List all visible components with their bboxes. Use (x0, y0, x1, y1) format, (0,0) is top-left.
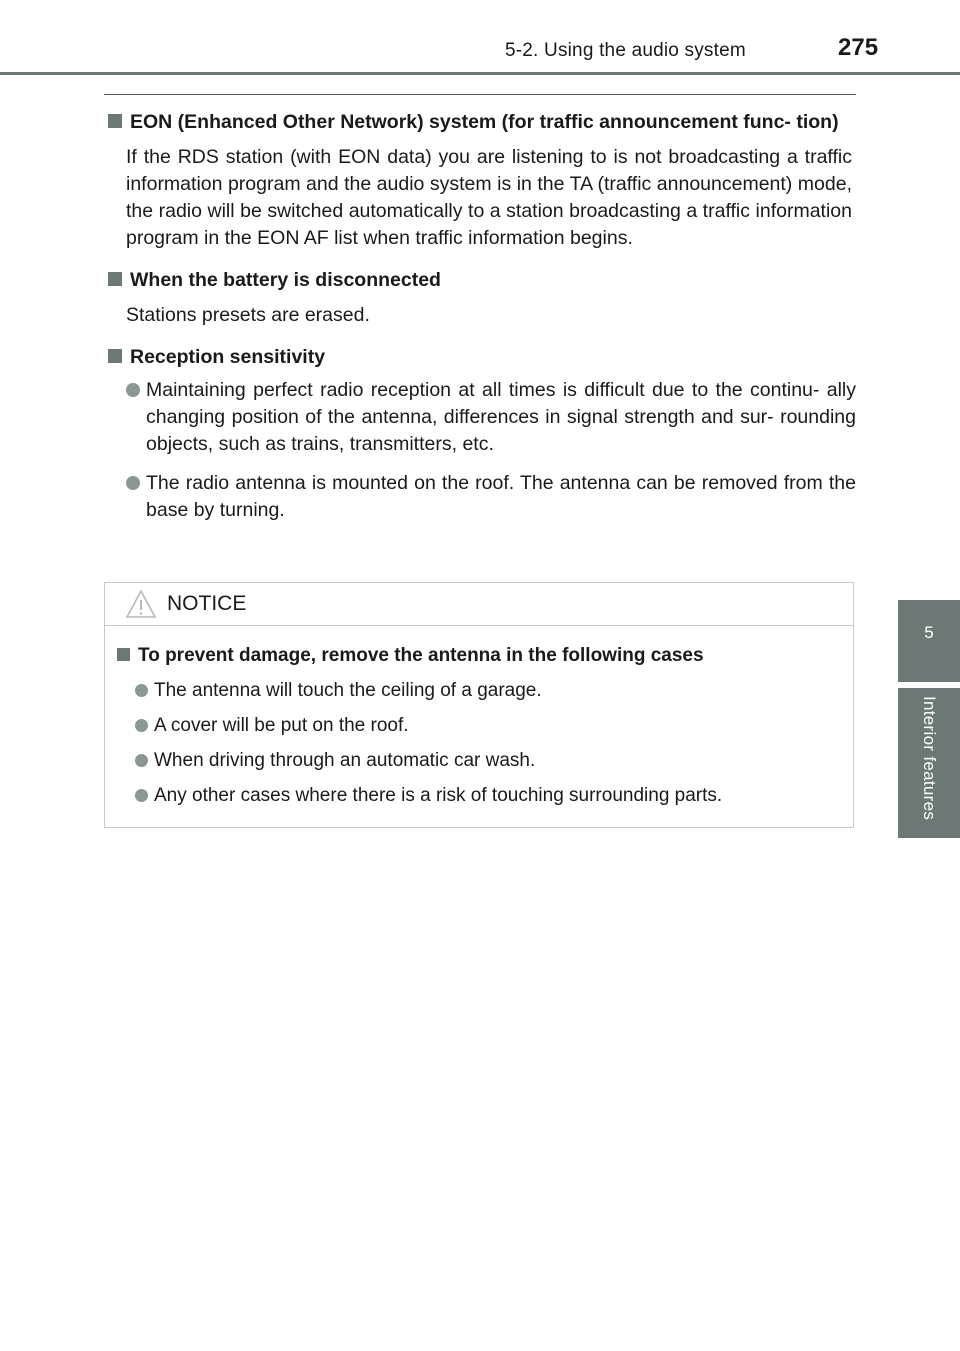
divider (104, 94, 856, 95)
page-number: 275 (838, 34, 879, 61)
square-bullet-icon (117, 648, 130, 661)
section-battery (104, 266, 856, 329)
chapter-label-tab (898, 688, 960, 838)
main-content (104, 108, 856, 524)
notice-body (105, 626, 853, 810)
section-reception (104, 343, 856, 524)
header-section-title: 5-2. Using the audio system (505, 40, 746, 61)
list-item (135, 677, 837, 705)
list-item (135, 747, 837, 775)
section-heading-text: When the battery is disconnected (130, 269, 441, 291)
round-bullet-icon (126, 476, 140, 490)
section-eon (104, 108, 856, 252)
list-item (126, 377, 856, 458)
list-item (126, 470, 856, 524)
list-item (135, 782, 837, 810)
notice-heading (117, 642, 837, 670)
notice-heading-text: To prevent damage, remove the antenna in the following cases (138, 645, 704, 666)
chapter-label: Interior features (920, 696, 939, 821)
notice-title: NOTICE (167, 592, 247, 615)
square-bullet-icon (108, 272, 122, 286)
section-heading (104, 108, 856, 136)
square-bullet-icon (108, 349, 122, 363)
chapter-tab: 5 (898, 600, 960, 682)
section-heading-text: EON (Enhanced Other Network) system (for traffic announcement func- tion) (130, 111, 839, 133)
list-item-text: When driving through an automatic car wash. (154, 750, 536, 771)
round-bullet-icon (126, 383, 140, 397)
round-bullet-icon (135, 754, 148, 767)
section-paragraph: If the RDS station (with EON data) you are listening to is not broadcasting a traffic information program and the audio system is in the TA (traffic announcement) mode, the radio will be switched automatically to a station broadcasting a traffic information program in the EON AF list when traffic information begins. (126, 146, 852, 249)
round-bullet-icon (135, 789, 148, 802)
header-rule (0, 72, 960, 75)
round-bullet-icon (135, 684, 148, 697)
round-bullet-icon (135, 719, 148, 732)
section-paragraph: Stations presets are erased. (126, 304, 370, 326)
list-item-text: Any other cases where there is a risk of touching surrounding parts. (154, 785, 723, 806)
section-heading-text: Reception sensitivity (130, 346, 326, 368)
list-item-text: The radio antenna is mounted on the roof. The antenna can be removed from the base by turning. (146, 472, 856, 521)
list-item-text: A cover will be put on the roof. (154, 715, 409, 736)
notice-box (104, 582, 854, 828)
warning-triangle-icon (125, 589, 157, 619)
notice-header (105, 583, 853, 626)
list-item-text: The antenna will touch the ceiling of a garage. (154, 680, 542, 701)
section-heading (104, 266, 856, 294)
square-bullet-icon (108, 114, 122, 128)
list-item (135, 712, 837, 740)
list-item-text: Maintaining perfect radio reception at all times is difficult due to the continu- ally changing position of the antenna, differences in signal strength and sur- rounding objects, such as trains, transmitters, etc. (146, 379, 856, 455)
section-heading (104, 343, 856, 371)
